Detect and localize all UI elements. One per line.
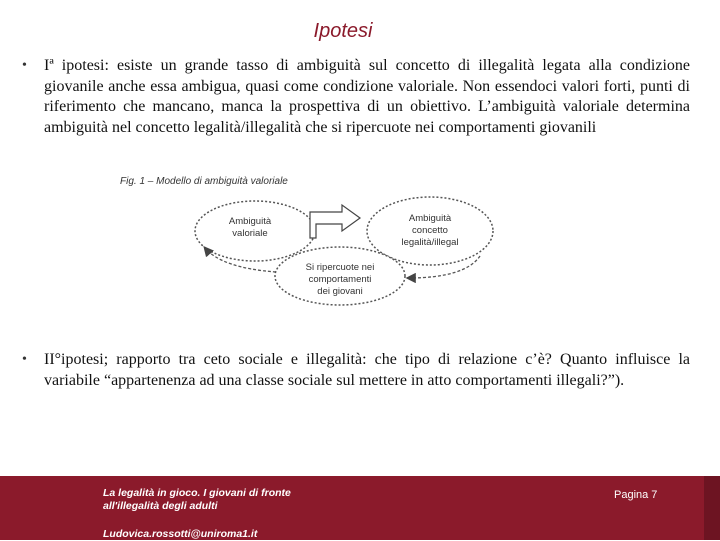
slide-title: Ipotesi <box>313 20 373 42</box>
flow-arrow-right-to-bottom <box>408 256 480 278</box>
node-1-line2: valoriale <box>232 228 268 239</box>
node-2-line1: Ambiguità <box>408 213 452 224</box>
footer-citation-line1: La legalità in gioco. I giovani di fronte <box>103 487 291 499</box>
bullet-marker: • <box>22 352 27 367</box>
bullet-text-1: Iª ipotesi: esiste un grande tasso di ambiguità sul concetto di illegalità legata alla condizione giovanile anche essa ambigua, quasi come condizione valoriale. Non essendoci valori forti, punti di riferimento che mancano, manca la prospettiva di un obiettivo. L’ambiguità valoriale determina ambiguità nel concetto legalità/illegalità che si ripercuote nei comportamenti giovanili <box>44 57 690 136</box>
flow-arrow-left-to-right <box>310 205 360 238</box>
figure-caption: Fig. 1 – Modello di ambiguità valoriale <box>120 176 288 187</box>
footer-corner-block <box>704 476 720 540</box>
node-3-line1: Si ripercuote nei <box>305 262 375 273</box>
flow-arrow-bottom-to-left <box>205 248 276 272</box>
bullet-text-2: II°ipotesi; rapporto tra ceto sociale e illegalità: che tipo di relazione c’è? Quanto influisce la variabile “appartenenza ad una classe sociale sul mettere in atto comportamenti illegali?”). <box>44 351 690 389</box>
bullet-marker: • <box>22 58 27 73</box>
node-3-line3: dei giovani <box>317 286 363 297</box>
bullet-item-2 <box>22 350 690 391</box>
footer-email: Ludovica.rossotti@uniroma1.it <box>103 528 258 540</box>
page-number: Pagina 7 <box>614 489 658 501</box>
node-2-line3: legalità/illegal <box>401 237 459 248</box>
node-1-line1: Ambiguità <box>228 216 272 227</box>
footer-bar <box>0 476 720 540</box>
node-2-line2: concetto <box>412 225 448 236</box>
footer-citation-line2: all'illegalità degli adulti <box>103 500 218 512</box>
node-3-line2: comportamenti <box>308 274 372 285</box>
ambiguity-model-diagram <box>110 168 510 308</box>
bullet-item-1 <box>22 56 690 138</box>
